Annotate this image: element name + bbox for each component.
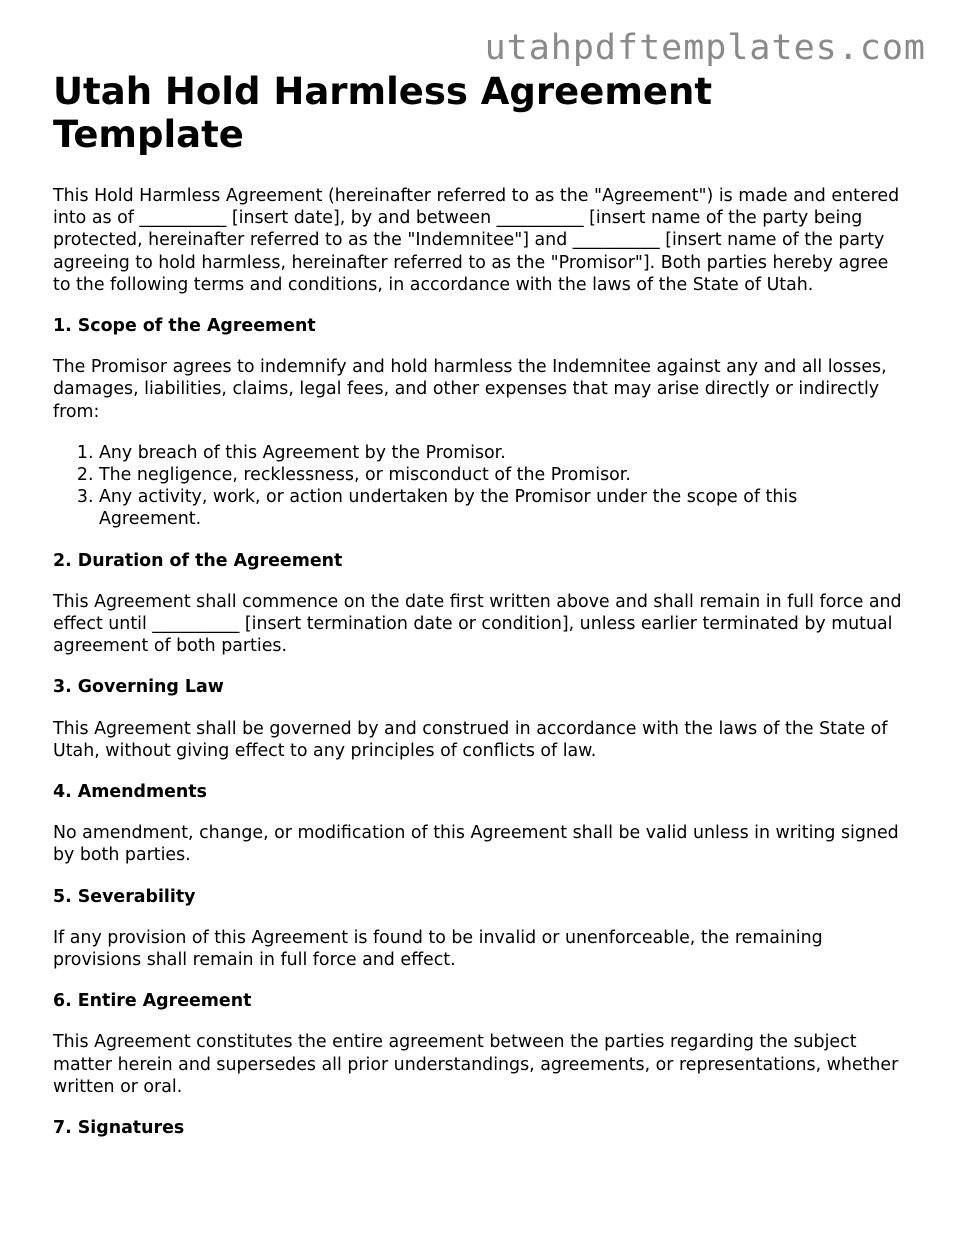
intro-paragraph: This Hold Harmless Agreement (hereinafter referred to as the "Agreement") is made and entered into as of __________ [insert date], by and between __________ [insert name of the party being protected, hereinafter referred to as the "Indemnitee"] and __________ [insert name of the party agreeing to hold harmless, hereinafter referred to as the "Promisor"]. Both parties hereby agree to the following terms and conditions, in accordance with the laws of the State of Utah. [53, 186, 900, 295]
section-text-law: This Agreement shall be governed by and construed in accordance with the laws of the State of Utah, without giving effect to any principles of conflicts of law. [53, 718, 888, 761]
site-watermark: utahpdftemplates.com [484, 28, 926, 68]
document-page [53, 70, 903, 1139]
section-heading-law: 3. Governing Law [53, 677, 224, 698]
section-text-scope: The Promisor agrees to indemnify and hold harmless the Indemnitee against any and all losses, damages, liabilities, claims, legal fees, and other expenses that may arise directly or indirectly from: [53, 357, 887, 422]
list-item: 3. Any activity, work, or action undertaken by the Promisor under the scope of this Agreement. [99, 486, 903, 530]
section-text-entire: This Agreement constitutes the entire agreement between the parties regarding the subject matter herein and supersedes all prior understandings, agreements, or representations, whether written or oral. [53, 1032, 899, 1097]
list-item: 2. The negligence, recklessness, or misconduct of the Promisor. [99, 464, 903, 486]
document-title: Utah Hold Harmless Agreement Template [53, 70, 713, 156]
section-heading-severability: 5. Severability [53, 886, 196, 907]
section-heading-entire: 6. Entire Agreement [53, 991, 252, 1012]
list-item: 1. Any breach of this Agreement by the Promisor. [99, 442, 903, 464]
section-heading-amendments: 4. Amendments [53, 782, 207, 803]
scope-list [53, 442, 903, 531]
section-text-severability: If any provision of this Agreement is found to be invalid or unenforceable, the remaining provisions shall remain in full force and effect. [53, 927, 823, 971]
section-text-amendments: No amendment, change, or modification of this Agreement shall be valid unless in writing signed by both parties. [53, 823, 899, 866]
section-text-duration: This Agreement shall commence on the date first written above and shall remain in full force and effect until __________ [insert termination date or condition], unless earlier terminated by mutual agreement of both parties. [53, 591, 902, 657]
section-heading-scope: 1. Scope of the Agreement [53, 316, 316, 337]
section-heading-signatures: 7. Signatures [53, 1118, 185, 1139]
section-heading-duration: 2. Duration of the Agreement [53, 550, 343, 571]
